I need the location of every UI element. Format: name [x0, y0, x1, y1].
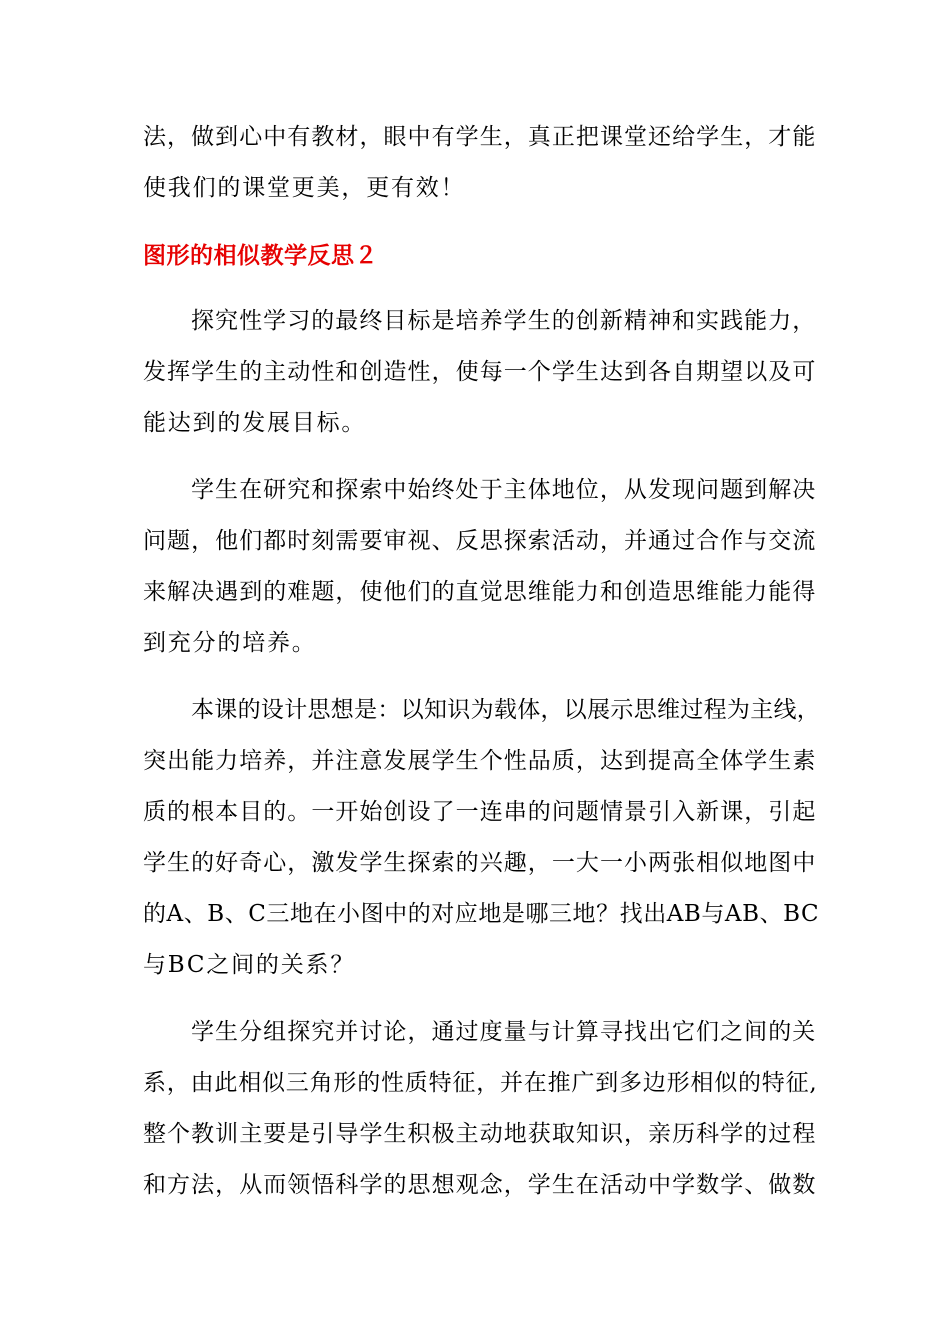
- paragraph-3-line-2: 突出能力培养，并注意发展学生个性品质，达到提高全体学生素: [143, 748, 817, 774]
- paragraph-3-line-5: 的A、B、C三地在小图中的对应地是哪三地？找出AB与AB、BC: [143, 901, 820, 927]
- intro-line-2: 使我们的课堂更美，更有效！: [143, 175, 466, 201]
- paragraph-1-line-1: 探究性学习的最终目标是培养学生的创新精神和实践能力，: [191, 308, 817, 334]
- paragraph-2-line-2: 问题，他们都时刻需要审视、反思探索活动，并通过合作与交流: [143, 528, 817, 554]
- paragraph-4-line-4: 和方法，从而领悟科学的思想观念，学生在活动中学数学、做数: [143, 1172, 817, 1198]
- paragraph-4-line-3: 整个教训主要是引导学生积极主动地获取知识，亲历科学的过程: [143, 1121, 817, 1147]
- paragraph-3-line-6: 与BC之间的关系？: [143, 952, 356, 978]
- paragraph-2-line-3: 来解决遇到的难题，使他们的直觉思维能力和创造思维能力能得: [143, 579, 817, 605]
- paragraph-2-line-1: 学生在研究和探索中始终处于主体地位，从发现问题到解决: [191, 477, 817, 503]
- paragraph-3-line-1: 本课的设计思想是：以知识为载体，以展示思维过程为主线，: [191, 697, 821, 723]
- paragraph-4-line-1: 学生分组探究并讨论，通过度量与计算寻找出它们之间的关: [191, 1019, 817, 1045]
- paragraph-4-line-2: 系，由此相似三角形的性质特征，并在推广到多边形相似的特征,: [143, 1070, 818, 1096]
- paragraph-1-line-2: 发挥学生的主动性和创造性，使每一个学生达到各自期望以及可: [143, 359, 817, 385]
- intro-line-1: 法，做到心中有教材，眼中有学生，真正把课堂还给学生，才能: [143, 124, 817, 150]
- paragraph-3-line-4: 学生的好奇心，激发学生探索的兴趣，一大一小两张相似地图中: [143, 850, 817, 876]
- paragraph-3-line-3: 质的根本目的。一开始创设了一连串的问题情景引入新课，引起: [143, 799, 817, 825]
- paragraph-2-line-4: 到充分的培养。: [143, 630, 317, 656]
- paragraph-1-line-3: 能达到的发展目标。: [143, 410, 367, 436]
- section-heading: 图形的相似教学反思２: [143, 243, 378, 269]
